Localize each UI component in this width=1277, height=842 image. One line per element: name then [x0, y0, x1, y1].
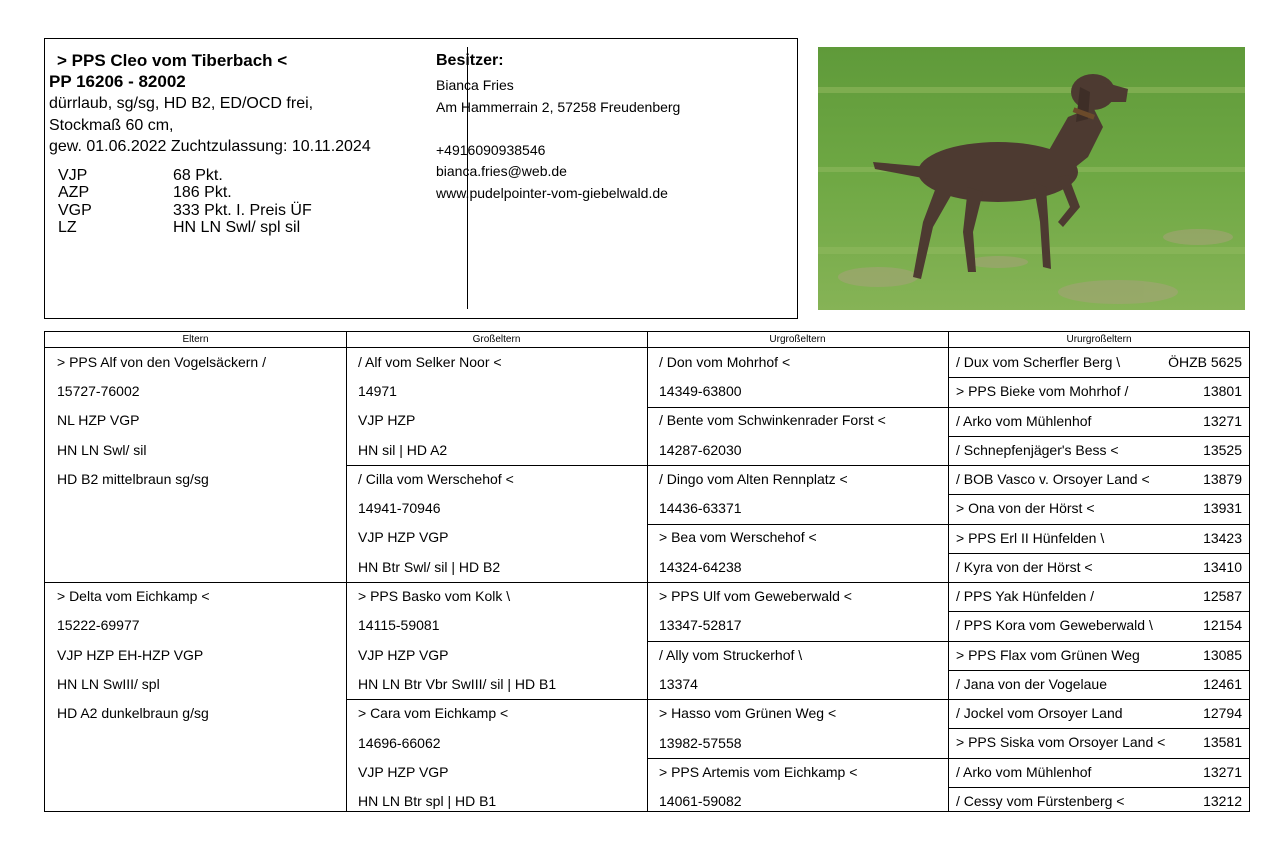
column-header-great-grandparents: Urgroßeltern: [647, 332, 948, 348]
ancestor-name: / PPS Yak Hünfelden /: [956, 588, 1095, 604]
exam-label: LZ: [58, 219, 77, 236]
owner-email: bianca.fries@web.de: [436, 163, 567, 179]
exam-row: [58, 167, 223, 185]
owner-website: www.pudelpointer-vom-giebelwald.de: [436, 185, 668, 201]
row-divider: [948, 787, 1250, 788]
row-divider: [948, 670, 1250, 671]
great-great-grandparent-row: [956, 705, 1242, 721]
ancestor-name: > PPS Siska vom Orsoyer Land <: [956, 734, 1166, 751]
row-divider: [647, 641, 948, 642]
ancestor-name: > Ona von der Hörst <: [956, 500, 1095, 517]
parent-line: HN LN Swl/ sil: [57, 442, 147, 458]
column-header-parents: Eltern: [45, 332, 346, 348]
great-grandparent-name: / Ally vom Struckerhof \: [659, 647, 803, 663]
row-divider: [647, 524, 948, 525]
ancestor-number: 13525: [1203, 441, 1242, 458]
dog-description-line: gew. 01.06.2022 Zuchtzulassung: 10.11.2024: [49, 138, 371, 155]
ancestor-number: 13581: [1203, 734, 1242, 751]
grandparent-line: VJP HZP VGP: [358, 647, 449, 663]
parent-line: 15727-76002: [57, 383, 140, 399]
great-grandparent-name: / Dingo vom Alten Rennplatz <: [659, 471, 848, 487]
owner-phone: +4916090938546: [436, 142, 546, 158]
ancestor-number: 13410: [1203, 558, 1242, 575]
row-divider: [948, 436, 1250, 437]
great-grandparent-number: 13982-57558: [659, 735, 742, 751]
row-divider: [948, 699, 1250, 700]
great-great-grandparent-row: [956, 500, 1242, 516]
great-great-grandparent-row: [956, 764, 1242, 780]
great-great-grandparent-row: [956, 617, 1242, 633]
great-great-grandparent-row: [956, 647, 1242, 663]
ancestor-number: ÖHZB 5625: [1168, 354, 1242, 370]
pedigree-table: [44, 331, 1250, 812]
parent-line: NL HZP VGP: [57, 412, 140, 428]
exam-value: 186 Pkt.: [173, 184, 232, 201]
grandparent-line: HN LN Btr Vbr SwIII/ sil | HD B1: [358, 676, 557, 692]
grandparent-line: 14696-66062: [358, 735, 441, 751]
exam-label: AZP: [58, 184, 90, 201]
parent-line: HD B2 mittelbraun sg/sg: [57, 471, 209, 487]
exam-row: [58, 184, 232, 202]
parent-line: VJP HZP EH-HZP VGP: [57, 647, 204, 663]
row-divider: [346, 465, 647, 466]
grandparent-line: VJP HZP VGP: [358, 529, 449, 545]
ancestor-number: 13212: [1203, 792, 1242, 809]
ancestor-name: / Arko vom Mühlenhof: [956, 412, 1092, 429]
great-great-grandparent-row: [956, 588, 1242, 604]
great-great-grandparent-row: [956, 734, 1242, 750]
grandparent-line: > PPS Basko vom Kolk \: [358, 588, 511, 604]
row-divider: [647, 407, 948, 408]
great-grandparent-number: 14436-63371: [659, 500, 742, 516]
great-great-grandparent-row: [956, 793, 1242, 809]
grandparent-line: / Alf vom Selker Noor <: [358, 354, 502, 370]
row-divider: [346, 582, 647, 583]
ancestor-number: 13931: [1203, 500, 1242, 517]
ancestor-name: / Dux vom Scherfler Berg \: [956, 354, 1121, 370]
exam-row: [58, 202, 312, 220]
row-divider: [948, 758, 1250, 759]
ancestor-number: 13879: [1203, 471, 1242, 487]
ancestor-name: / Jockel vom Orsoyer Land: [956, 705, 1123, 721]
dog-description-line: dürrlaub, sg/sg, HD B2, ED/OCD frei,: [49, 95, 314, 112]
row-divider: [948, 524, 1250, 525]
row-divider: [346, 699, 647, 700]
row-divider: [948, 465, 1250, 466]
row-divider: [948, 582, 1250, 583]
parent-line: > Delta vom Eichkamp <: [57, 588, 210, 604]
column-divider: [647, 332, 648, 811]
exam-label: VJP: [58, 167, 88, 184]
ancestor-name: > PPS Erl II Hünfelden \: [956, 529, 1105, 546]
row-divider: [948, 407, 1250, 408]
row-divider: [948, 641, 1250, 642]
row-divider: [948, 611, 1250, 612]
grandparent-line: 14941-70946: [358, 500, 441, 516]
great-grandparent-name: > Hasso vom Grünen Weg <: [659, 705, 837, 721]
row-divider: [948, 553, 1250, 554]
ancestor-number: 13271: [1203, 412, 1242, 429]
owner-address: Am Hammerrain 2, 57258 Freudenberg: [436, 99, 681, 115]
column-divider: [346, 332, 347, 811]
ancestor-name: / BOB Vasco v. Orsoyer Land <: [956, 471, 1150, 487]
dog-registration: PP 16206 - 82002: [49, 72, 186, 91]
great-grandparent-number: 14324-64238: [659, 559, 742, 575]
great-grandparent-number: 14287-62030: [659, 442, 742, 458]
row-divider: [647, 699, 948, 700]
great-great-grandparent-row: [956, 383, 1242, 399]
row-divider: [647, 465, 948, 466]
parent-line: 15222-69977: [57, 617, 140, 633]
row-divider: [948, 377, 1250, 378]
great-grandparent-name: / Don vom Mohrhof <: [659, 354, 791, 370]
grandparent-line: 14971: [358, 383, 397, 399]
owner-name: Bianca Fries: [436, 77, 514, 93]
ancestor-number: 13423: [1203, 529, 1242, 546]
exam-value: HN LN Swl/ spl sil: [173, 219, 301, 236]
dog-description-line: Stockmaß 60 cm,: [49, 117, 174, 134]
exam-value: 68 Pkt.: [173, 167, 223, 184]
ancestor-name: / Arko vom Mühlenhof: [956, 763, 1092, 780]
row-divider: [647, 582, 948, 583]
parent-line: HN LN SwIII/ spl: [57, 676, 160, 692]
ancestor-number: 12154: [1203, 617, 1242, 634]
exam-label: VGP: [58, 202, 92, 219]
grandparent-line: VJP HZP: [358, 412, 416, 428]
grandparent-line: HN Btr Swl/ sil | HD B2: [358, 559, 501, 575]
great-grandparent-number: 13374: [659, 676, 698, 692]
ancestor-number: 13271: [1203, 763, 1242, 780]
grandparent-line: HN sil | HD A2: [358, 442, 448, 458]
great-great-grandparent-row: [956, 530, 1242, 546]
column-header-great-great-grandparents: Ururgroßeltern: [948, 332, 1250, 348]
great-grandparent-number: 14061-59082: [659, 793, 742, 809]
great-great-grandparent-row: [956, 471, 1242, 487]
great-grandparent-number: 14349-63800: [659, 383, 742, 399]
ancestor-name: / PPS Kora vom Geweberwald \: [956, 617, 1153, 634]
great-great-grandparent-row: [956, 442, 1242, 458]
ancestor-name: / Schnepfenjäger's Bess <: [956, 441, 1119, 458]
grandparent-line: / Cilla vom Werschehof <: [358, 471, 514, 487]
ancestor-number: 13801: [1203, 383, 1242, 400]
ancestor-number: 12461: [1203, 675, 1242, 692]
great-grandparent-name: > Bea vom Werschehof <: [659, 529, 817, 545]
great-great-grandparent-row: [956, 559, 1242, 575]
owner-heading: Besitzer:: [436, 52, 504, 69]
dog-title: > PPS Cleo vom Tiberbach <: [57, 51, 288, 70]
ancestor-name: > PPS Flax vom Grünen Weg: [956, 646, 1140, 663]
row-divider: [647, 758, 948, 759]
grandparent-line: VJP HZP VGP: [358, 764, 449, 780]
grandparent-line: > Cara vom Eichkamp <: [358, 705, 509, 721]
ancestor-name: / Kyra von der Hörst <: [956, 558, 1093, 575]
grandparent-line: HN LN Btr spl | HD B1: [358, 793, 497, 809]
grandparent-line: 14115-59081: [358, 617, 440, 633]
great-great-grandparent-row: [956, 676, 1242, 692]
ancestor-name: > PPS Bieke vom Mohrhof /: [956, 383, 1129, 400]
great-grandparent-name: > PPS Ulf vom Geweberwald <: [659, 588, 852, 604]
parent-line: > PPS Alf von den Vogelsäckern /: [57, 354, 266, 370]
ancestor-number: 13085: [1203, 646, 1242, 663]
dog-photo: [818, 47, 1245, 310]
ancestor-name: / Cessy vom Fürstenberg <: [956, 792, 1125, 809]
great-grandparent-number: 13347-52817: [659, 617, 742, 633]
exam-value: 333 Pkt. I. Preis ÜF: [173, 202, 312, 219]
ancestor-name: / Jana von der Vogelaue: [956, 675, 1108, 692]
ancestor-number: 12587: [1203, 588, 1242, 604]
exam-row: [58, 219, 300, 237]
great-great-grandparent-row: [956, 413, 1242, 429]
ancestor-number: 12794: [1203, 705, 1242, 721]
parent-line: HD A2 dunkelbraun g/sg: [57, 705, 209, 721]
column-divider: [948, 332, 949, 811]
great-grandparent-name: / Bente vom Schwinkenrader Forst <: [659, 412, 886, 428]
row-divider: [948, 494, 1250, 495]
column-header-grandparents: Großeltern: [346, 332, 647, 348]
row-divider: [948, 728, 1250, 729]
great-grandparent-name: > PPS Artemis vom Eichkamp <: [659, 764, 858, 780]
dog-info-box: [44, 38, 798, 319]
great-great-grandparent-row: [956, 354, 1242, 370]
row-divider: [45, 582, 346, 583]
